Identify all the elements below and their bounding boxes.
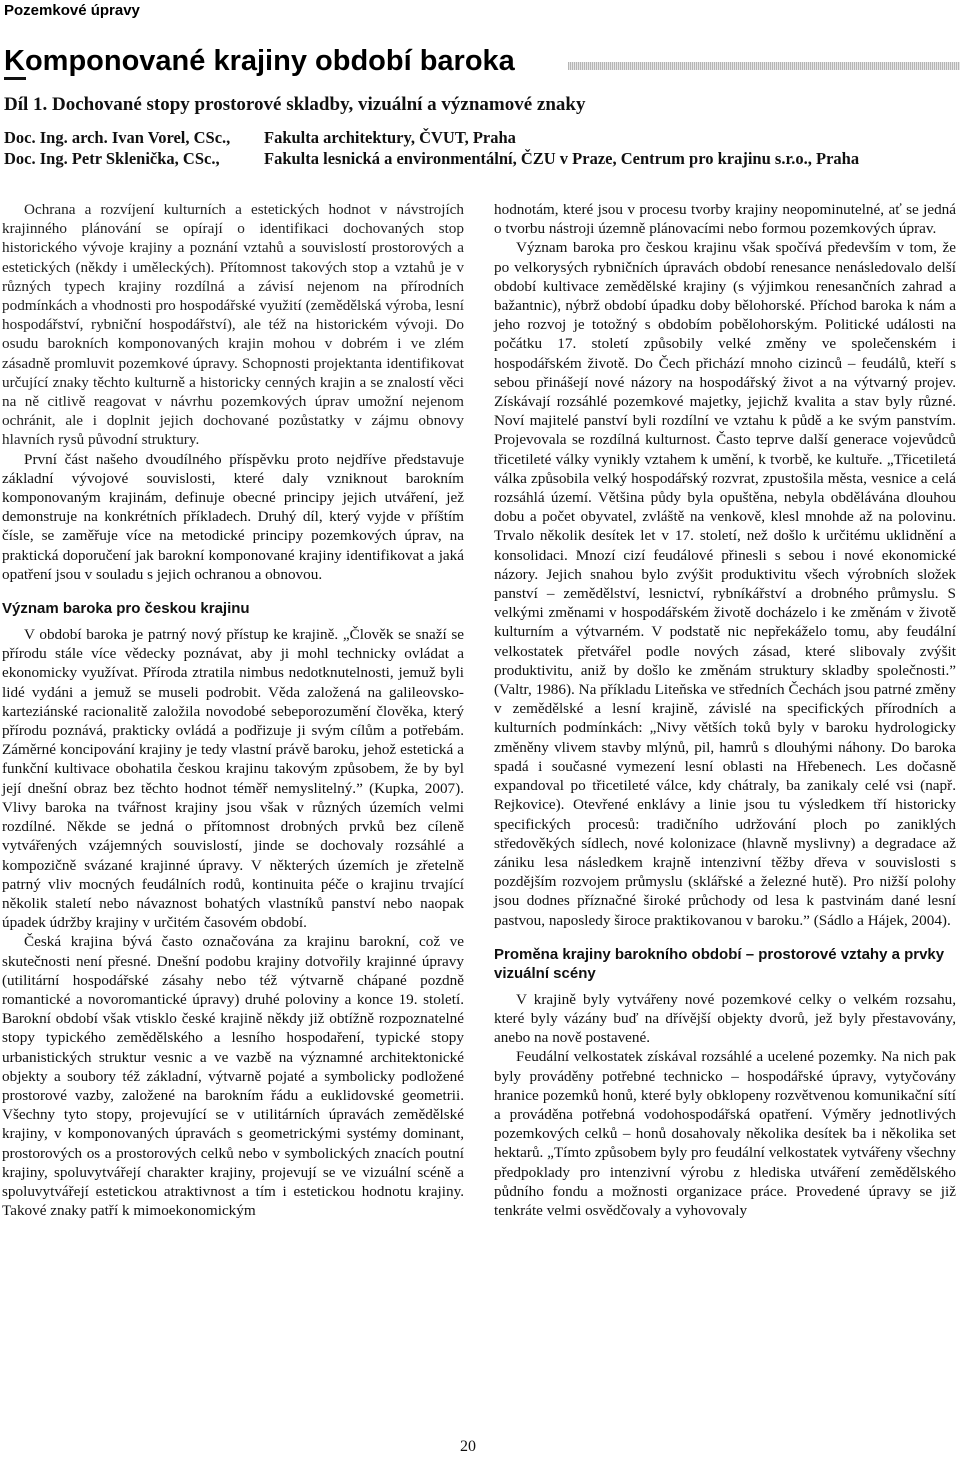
- author-line-2: [4, 149, 859, 169]
- section-heading: Proměna krajiny barokního období – prostorové vztahy a prvky vizuální scény: [494, 945, 945, 982]
- title-underline: [4, 77, 26, 80]
- author-line-1: [4, 128, 516, 148]
- page-number: 20: [460, 1438, 476, 1455]
- body-paragraph: Feudální velkostatek získával rozsáhlé a ucelené pozemky. Na nich pak byly prováděny potřebné technicko – hospodářské úpravy, vytyčovány hranice pozemků honů, které byly obklopeny rozvětvenou komunikační sítí a prováděna potřebná vodohospodářská opatření. Výměry jednotlivých pozemkových celků – honů dosahovaly několika desítek ba i několika set hektarů. „Tímto způsobem byly pro feudální velkostatek vytvářeny všechny předpoklady pro intenzivní výrobu z hlediska utváření zemědělského půdního fondu a možnosti organizace práce. Provedené úpravy se již tenkráte velmi osvědčovaly a vyhovovaly: [494, 1048, 956, 1219]
- author-name: Doc. Ing. arch. Ivan Vorel, CSc.,: [4, 128, 231, 147]
- left-column: [2, 200, 464, 1220]
- article-subtitle: Díl 1. Dochované stopy prostorové skladby, vizuální a významové znaky: [4, 94, 586, 115]
- author-affiliation: Fakulta architektury, ČVUT, Praha: [264, 128, 516, 147]
- body-paragraph: V krajině byly vytvářeny nové pozemkové celky o velkém rozsahu, které byly vázány buď na dřívější objekty dvorů, jež byly přestavovány, anebo na nově postavené.: [494, 990, 956, 1047]
- body-paragraph: hodnotám, které jsou v procesu tvorby krajiny neopominutelné, ať se jedná o tvorbu nástroji územně plánovacími nebo formou pozemkových úprav.: [494, 201, 956, 238]
- title-decorative-rule: [568, 62, 960, 70]
- body-paragraph: V období baroka je patrný nový přístup ke krajině. „Člověk se snaží se přírodu stále více vědecky poznávat, aby ji mohl technicky ovládat a ekonomicky využívat. Příroda ztratila nimbus nedotknutelnosti, jemuž byli lidé vydáni a jemuž se museli podrobit. Věda založená na galileovsko-karteziánské racionalitě založila novodobé sebeporozumění člověka, který přírodu poznává, prakticky ovládá a podřizuje ji svým cílům a potřebám. Záměrné koncipování krajiny je tedy vlastní právě baroku, jehož estetická a funkční kultivace obohatila českou krajinu takovým způsobem, že by byl její dnešní obraz bez těchto hodnot téměř nemyslitelný.” (Kupka, 2007). Vlivy baroka na tvářnost krajiny jsou však v různých územích velmi rozdílné. Někde se jedná o přítomnost drobných prvků bez cíleně vytvářených vzájemných souvislostí, jinde se dochovaly rozsáhlé a kompozičně svázané krajinné úpravy. V některých územích je zřetelně patrný vliv mocných feudálních rodů, kontinuita péče o krajinu trvající několik staletí nebo návaznost bohatých vlastníků panství nebo naopak úpadek údržby krajiny v určitém časovém období.: [2, 626, 464, 932]
- body-paragraph: Význam baroka pro českou krajinu však spočívá především v tom, že po velkorysých rybničních úpravách období renesance nenásledovalo delší období kultivace zemědělské krajiny (s výjimkou renesančních zahrad a bažantnic), nýbrž období úpadku doby bělohorské. Příchod baroka k nám a jeho rozvoj je totožný s obdobím pobělohorským. Politické události na počátku 17. století způsobily velké změny ve společenském i hospodářském životě. Do Čech přichází mnoho cizinců – feudálů, kteří s sebou přinášejí nové názory na hospodářský život a na výtvarný projev. Získávají rozsáhlé pozemkové majetky, jejichž kvalita a stav byly různé. Noví majitelé panství byli rozdílní ve vztahu k půdě a ke svým panstvím. Projevovala se rozdílná kulturnost. Často teprve další generace vojevůdců třicetileté války vynikly vztahem k umění, k tvorbě, ke kultuře. „Třicetiletá válka způsobila velký hospodářský rozvrat, zpustošila města, vesnice a celá rozsáhlá území. Většina půdy byla opuštěna, nebyla obdělávána dlouhou dobu a počet obyvatel, zvláště na venkově, klesl mnohde až na polovinu. Trvalo několik desítek let v 17. století, než došlo k určitému uklidnění a konsolidaci. Mnozí cizí feudálové přinesli s sebou i nové ekonomické názory. Jejich snahou bylo zvýšit produktivitu všech výrobních složek panství – zemědělství, lesnictví, rybníkářství a drobného průmyslu. S velkými změnami v hospodářském životě docházelo i ke změnám v životě kulturním a výtvarném. V podstatě nic nepřekáželo tomu, aby feudální velkostatek přetvářel podle nových zásad, které slibovaly zvýšit produktivitu, aniž by došlo ke změnám struktury skladby společnosti.” (Valtr, 1986). Na příkladu Liteňska ve středních Čechách jsou patrné změny v zemědělské a lesní krajině, závislé na specifických přírodních a kulturních podmínkách: „Nivy větších toků byly v baroku hydrologicky změněny vlivem stavby mlýnů, pil, hamrů s dlouhými náhony. Do baroka spadá i současné vymezení lesní oblasti na Hřebenech. Les dočasně expandoval po třicetileté válce, kdy chátraly, ba zanikaly celé vsi (např. Rejkovice). Otevřené enklávy a linie jsou tu výsledkem tří historicky specifických procesů: tradičního udržování ploch po zaniklých středověkých sídlech, nové kolonizace (hlavně myslivny) a degradace až zániku lesa následkem krajně intenzivní těžby dřeva v souvislosti s pozdějším rozvojem průmyslu (sklářské a železné hutě). Pro nižší polohy jsou dodnes příznačné široké průchody od lesa k pastvinám dané lesní pastvou, naposledy široce praktikovanou v baroku.” (Sádlo a Hájek, 2004).: [494, 239, 956, 929]
- author-affiliation: Fakulta lesnická a environmentální, ČZU v Praze, Centrum pro krajinu s.r.o., Praha: [264, 149, 860, 168]
- abstract-paragraph: Ochrana a rozvíjení kulturních a estetických hodnot v návstrojích krajinného plánování se opírají o identifikaci dochovaných stop historického vývoje krajiny a poznání vztahů a souvislostí prostorových a estetických (někdy i uměleckých). Přítomnost takových stop a vztahů je v různých typech krajiny rozdílná a závisí nejenom na přírodních podmínkách a vhodnosti pro hospodářské využití (zemědělská výroba, lesní hospodářství, rybniční hospodářství), ale též na historickém vývoji. Do osudu barokních komponovaných krajin mohou v dobrém i ve zlém zásadně promluvit pozemkové úpravy. Schopnosti projektanta identifikovat určující znaky těchto kulturně a historicky cenných krajin a se znalostí věci na ně citlivě reagovat v návrhu pozemkových úprav umožní nejenom ochránit, ale i doplnit jejich dochované pozůstatky v zájmu obnovy hlavních rysů původní struktury.: [2, 201, 464, 449]
- author-name: Doc. Ing. Petr Sklenička, CSc.,: [4, 149, 220, 168]
- section-heading: Význam baroka pro českou krajinu: [2, 600, 250, 618]
- section-label: Pozemkové úpravy: [4, 2, 140, 19]
- article-title: Komponované krajiny období baroka: [4, 45, 515, 77]
- right-column: [494, 200, 956, 1220]
- body-paragraph: První část našeho dvoudílného příspěvku proto nejdříve představuje základní vývojové souvislosti, které daly vzniknout barokním komponovaným krajinám, definuje obecné principy jejich utváření, jež demonstruje na konkrétních příkladech. Druhý díl, který vyjde v příštím čísle, se zaměřuje více na metodické principy pozemkových úprav, na praktická doporučení jak barokní komponované krajiny identifikovat a jaká opatření jsou v souladu s jejich ochranou a obnovou.: [2, 450, 464, 583]
- body-paragraph: Česká krajina bývá často označována za krajinu barokní, což ve skutečnosti není přesné. Dnešní podobu krajiny dotvořily krajinné úpravy (utilitární hospodářské zásahy nebo též výtvarně chápané pozdně romantické a novoromantické úpravy) druhé poloviny a konce 19. století. Barokní období však vtisklo české krajině někdy již obtížně rozpoznatelné stopy typického zemědělského a lesního hospodaření, typické stopy urbanistických struktur vesnic a ve vazbě na významné architektonické objekty a soubory též základní, výtvarně pojaté a symbolicky podložené prostorové vazby, založené na barokním řádu a euklidovské geometrii. Všechny tyto stopy, projevující se v utilitárních úpravách zemědělské krajiny, v komponovaných úpravách s geometrickými systémy dominant, prostorových os a prostorových celků nebo v symbolických znacích poutní krajiny, spoluvytvářejí charakter krajiny, projevují se ve vizuální scéně a spoluvytvářejí estetickou atraktivnost a tím i estetickou hodnotu krajiny. Takové znaky patří k mimoekonomickým: [2, 933, 464, 1220]
